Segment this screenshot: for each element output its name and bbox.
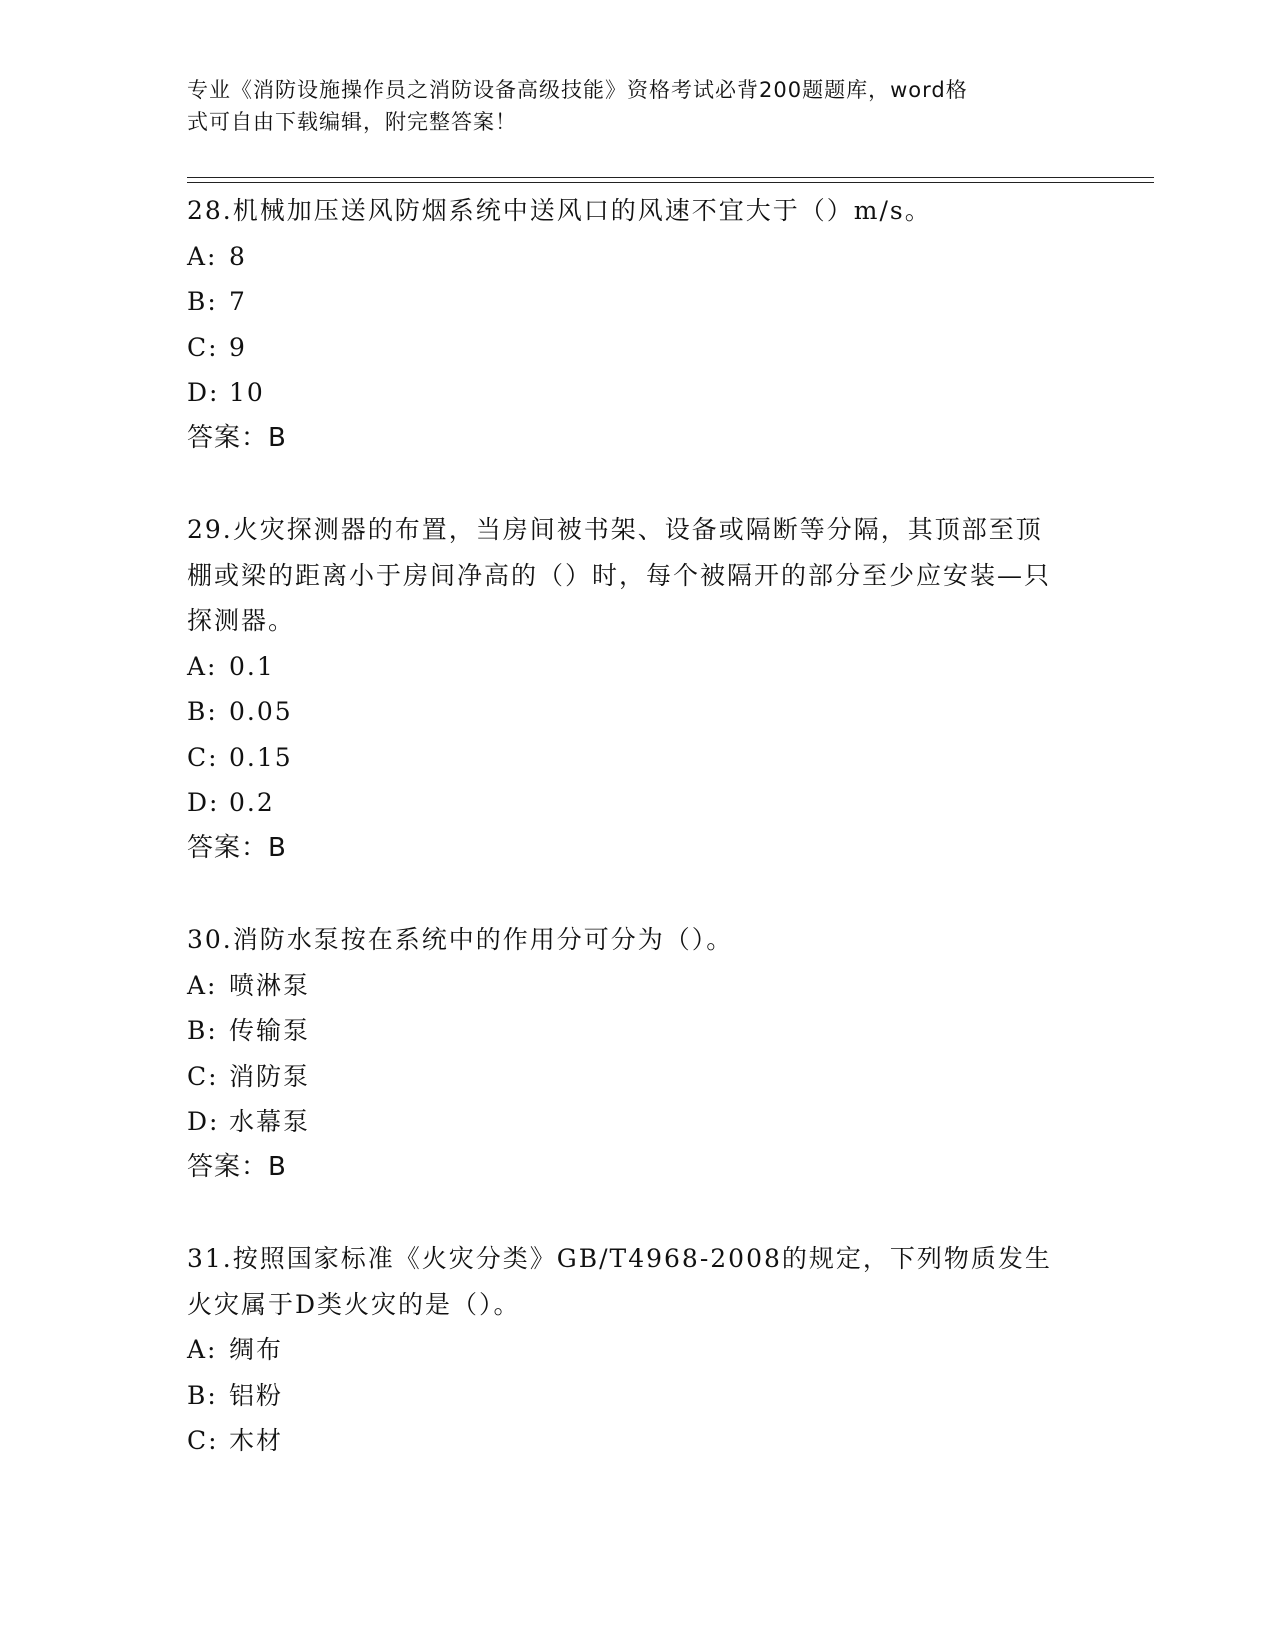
answer-line: 答案：B	[187, 1151, 287, 1182]
option-a	[187, 234, 1067, 280]
option-text: 喷淋泵	[229, 970, 311, 1000]
option-letter: A:	[187, 241, 218, 271]
option-c	[187, 1418, 1067, 1464]
question-31	[187, 1236, 1067, 1464]
option-text: 8	[229, 241, 247, 271]
option-letter: D:	[187, 788, 220, 817]
header-line-2: 式可自由下载编辑，附完整答案！	[187, 110, 517, 134]
option-b	[187, 1373, 1067, 1419]
question-28	[187, 188, 1067, 461]
question-30	[187, 917, 1067, 1190]
option-text: 0.15	[229, 742, 293, 772]
option-text: 0.05	[229, 697, 293, 726]
option-letter: A:	[187, 651, 218, 681]
option-text: 传输泵	[229, 1016, 311, 1045]
option-letter: B:	[187, 697, 218, 726]
option-b	[187, 279, 1067, 325]
option-letter: D:	[187, 378, 220, 407]
option-text: 0.2	[229, 788, 275, 817]
option-c	[187, 325, 1067, 371]
option-text: 水幕泵	[229, 1107, 311, 1136]
option-text: 木材	[229, 1426, 284, 1455]
question-stem: 28.机械加压送风防烟系统中送风口的风速不宜大于（）m/s。	[187, 196, 932, 225]
option-letter: C:	[187, 1426, 219, 1455]
option-letter: B:	[187, 1016, 218, 1045]
option-c	[187, 735, 1067, 781]
option-letter: B:	[187, 1380, 218, 1410]
option-d	[187, 1099, 1067, 1145]
option-text: 0.1	[229, 651, 275, 681]
question-list	[187, 188, 1067, 1510]
question-stem: 30.消防水泵按在系统中的作用分可分为（）。	[187, 925, 734, 954]
option-b	[187, 1008, 1067, 1054]
header-divider-bottom	[187, 182, 1154, 183]
option-d	[187, 780, 1067, 826]
option-b	[187, 689, 1067, 735]
option-letter: A:	[187, 970, 218, 1000]
answer-line: 答案：B	[187, 422, 287, 453]
option-letter: B:	[187, 287, 218, 316]
option-text: 消防泵	[229, 1061, 311, 1091]
option-text: 9	[229, 332, 247, 362]
question-stem: 31.按照国家标准《火灾分类》GB/T4968-2008的规定，下列物质发生火灾属于D类火灾的是（）。	[187, 1244, 1052, 1319]
option-text: 7	[229, 287, 247, 316]
option-letter: C:	[187, 332, 219, 362]
option-c	[187, 1054, 1067, 1100]
option-a	[187, 1327, 1067, 1373]
header-divider-top	[187, 177, 1154, 178]
question-29	[187, 507, 1067, 871]
option-d	[187, 370, 1067, 416]
option-letter: C:	[187, 742, 219, 772]
option-text: 铝粉	[229, 1380, 284, 1410]
question-stem: 29.火灾探测器的布置，当房间被书架、设备或隔断等分隔，其顶部至顶棚或梁的距离小于房间净高的（）时，每个被隔开的部分至少应安装—只探测器。	[187, 515, 1052, 635]
document-header	[187, 74, 1067, 138]
option-text: 10	[229, 378, 265, 407]
option-a	[187, 644, 1067, 690]
header-line-1: 专业《消防设施操作员之消防设备高级技能》资格考试必背200题题库，word格	[187, 78, 968, 102]
option-letter: C:	[187, 1061, 219, 1091]
answer-line: 答案：B	[187, 832, 287, 863]
option-letter: D:	[187, 1107, 220, 1136]
option-letter: A:	[187, 1335, 218, 1364]
option-text: 绸布	[229, 1335, 284, 1364]
option-a	[187, 963, 1067, 1009]
